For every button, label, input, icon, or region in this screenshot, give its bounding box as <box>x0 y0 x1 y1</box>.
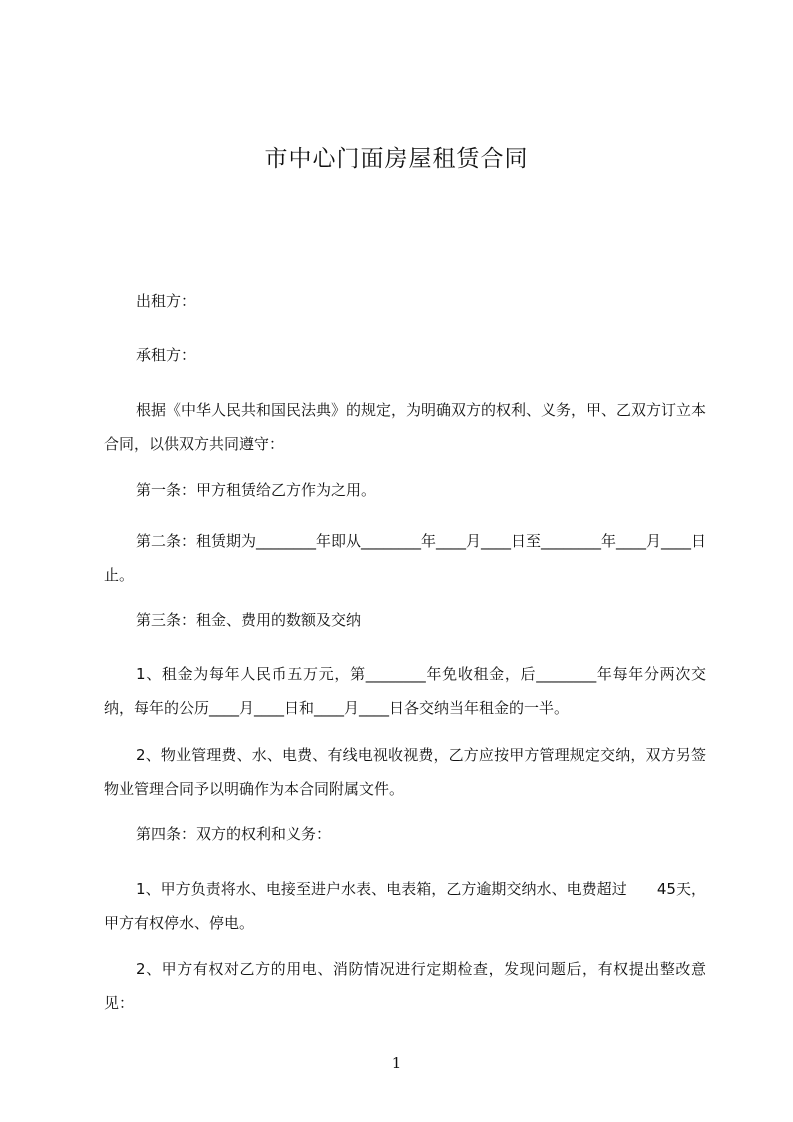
page-title: 市中心门面房屋租赁合同 <box>264 146 529 172</box>
article-4-heading: 第四条：双方的权利和义务： <box>136 825 332 843</box>
lessor-line: 出租方： <box>136 292 197 310</box>
article-4-item-1: 1、甲方负责将水、电接至进户水表、电表箱，乙方逾期交纳水、电费超过 45天，甲方有权停水、停电。 <box>104 880 706 932</box>
preamble-paragraph: 根据《中华人民共和国民法典》的规定，为明确双方的权利、义务，甲、乙双方订立本合同，以供双方共同遵守： <box>104 401 707 453</box>
article-3-item-2: 2、物业管理费、水、电费、有线电视收视费，乙方应按甲方管理规定交纳，双方另签物业管理合同予以明确作为本合同附属文件。 <box>104 746 706 798</box>
article-4-item-2: 2、甲方有权对乙方的用电、消防情况进行定期检查，发现问题后，有权提出整改意见： <box>104 960 706 1012</box>
article-2: 第二条：租赁期为________年即从________年____月____日至________年____月____日止。 <box>104 532 707 584</box>
page-number: 1 <box>391 1054 402 1072</box>
article-3-item-1: 1、租金为每年人民币五万元，第________年免收租金，后________年每年分两次交纳，每年的公历____月____日和____月____日各交纳当年租金的一半。 <box>104 665 706 717</box>
lessee-line: 承租方： <box>136 346 197 364</box>
article-1: 第一条：甲方租赁给乙方作为之用。 <box>136 481 377 499</box>
article-3-heading: 第三条：租金、费用的数额及交纳 <box>136 611 362 629</box>
